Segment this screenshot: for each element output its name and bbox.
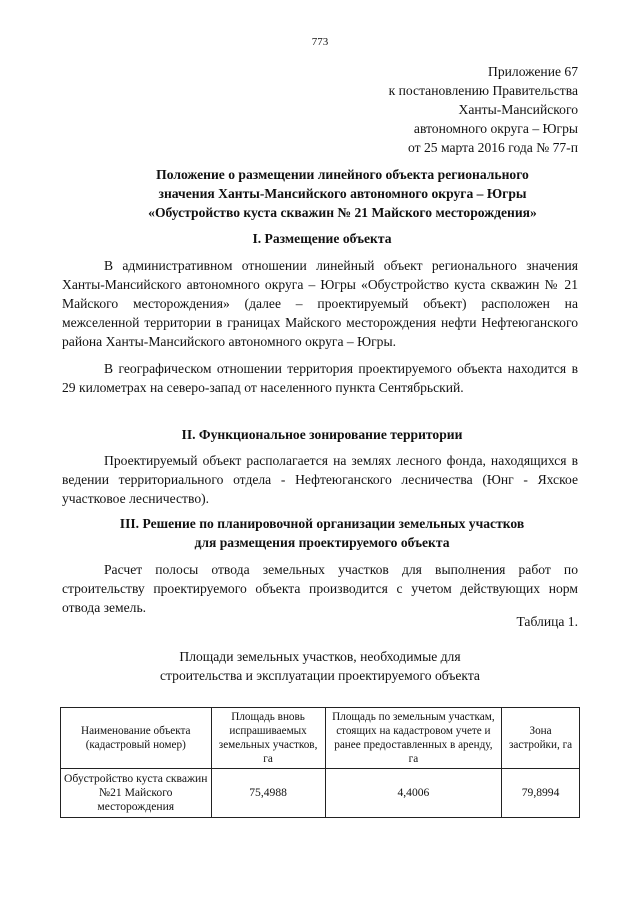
document-title	[60, 165, 625, 222]
title-line: «Обустройство куста скважин № 21 Майского месторождения»	[148, 205, 537, 220]
caption-line: Площади земельных участков, необходимые для	[179, 649, 461, 664]
cell-new-area: 75,4988	[211, 769, 325, 818]
table-label: Таблица 1.	[516, 614, 578, 629]
header-building-zone: Зона застройки, га	[502, 708, 580, 769]
paragraph: В административном отношении линейный объект регионального значения Ханты-Мансийского автономного округа – Югры «Обустройство куста скважин № 21 Майского месторождения» (далее – проектируемый объект) расположен на межселенной территории в границах Майского месторождения нефти Нефтеюганского района Ханты-Мансийского автономного округа – Югры.	[62, 258, 578, 349]
paragraph: Расчет полосы отвода земельных участков для выполнения работ по строительству проектируемого объекта производится с учетом действующих норм отвода земель.	[62, 562, 578, 615]
title-line: Положение о размещении линейного объекта регионального	[156, 167, 529, 182]
title-line: значения Ханты-Мансийского автономного округа – Югры	[158, 186, 527, 201]
paragraph: В географическом отношении территория проектируемого объекта находится в 29 километрах на северо-запад от населенного пункта Сентябрьский.	[62, 361, 578, 395]
section-heading-3	[62, 514, 582, 552]
page-number: 773	[311, 36, 329, 48]
paragraph: Проектируемый объект располагается на землях лесного фонда, находящихся в ведении территориального отдела - Нефтеюганского лесничества (Юнг - Яхское участковое лесничество).	[62, 453, 578, 506]
appendix-block	[389, 62, 578, 157]
cell-building-zone: 79,8994	[502, 769, 580, 818]
table-caption	[62, 647, 578, 685]
appendix-line: Ханты-Мансийского	[458, 102, 578, 117]
appendix-line: к постановлению Правительства	[388, 83, 578, 98]
header-object-name: Наименование объекта (кадастровый номер)	[61, 708, 212, 769]
appendix-line: от 25 марта 2016 года № 77-п	[408, 140, 578, 155]
cell-registered-area: 4,4006	[325, 769, 501, 818]
land-area-table	[60, 707, 580, 818]
caption-line: строительства и эксплуатации проектируемого объекта	[160, 668, 480, 683]
cell-object-name: Обустройство куста скважин №21 Майского месторождения	[61, 769, 212, 818]
section-heading-1: I. Размещение объекта	[252, 231, 392, 246]
heading-line: для размещения проектируемого объекта	[194, 535, 450, 550]
heading-line: III. Решение по планировочной организации земельных участков	[119, 516, 525, 531]
section-heading-2: II. Функциональное зонирование территории	[181, 427, 463, 442]
appendix-line: автономного округа – Югры	[413, 121, 578, 136]
header-registered-area: Площадь по земельным участкам, стоящих на кадастровом учете и ранее предоставленных в аренду, га	[325, 708, 501, 769]
table-row	[61, 769, 580, 818]
appendix-line: Приложение 67	[488, 64, 578, 79]
table-header-row	[61, 708, 580, 769]
header-new-area: Площадь вновь испрашиваемых земельных участков, га	[211, 708, 325, 769]
